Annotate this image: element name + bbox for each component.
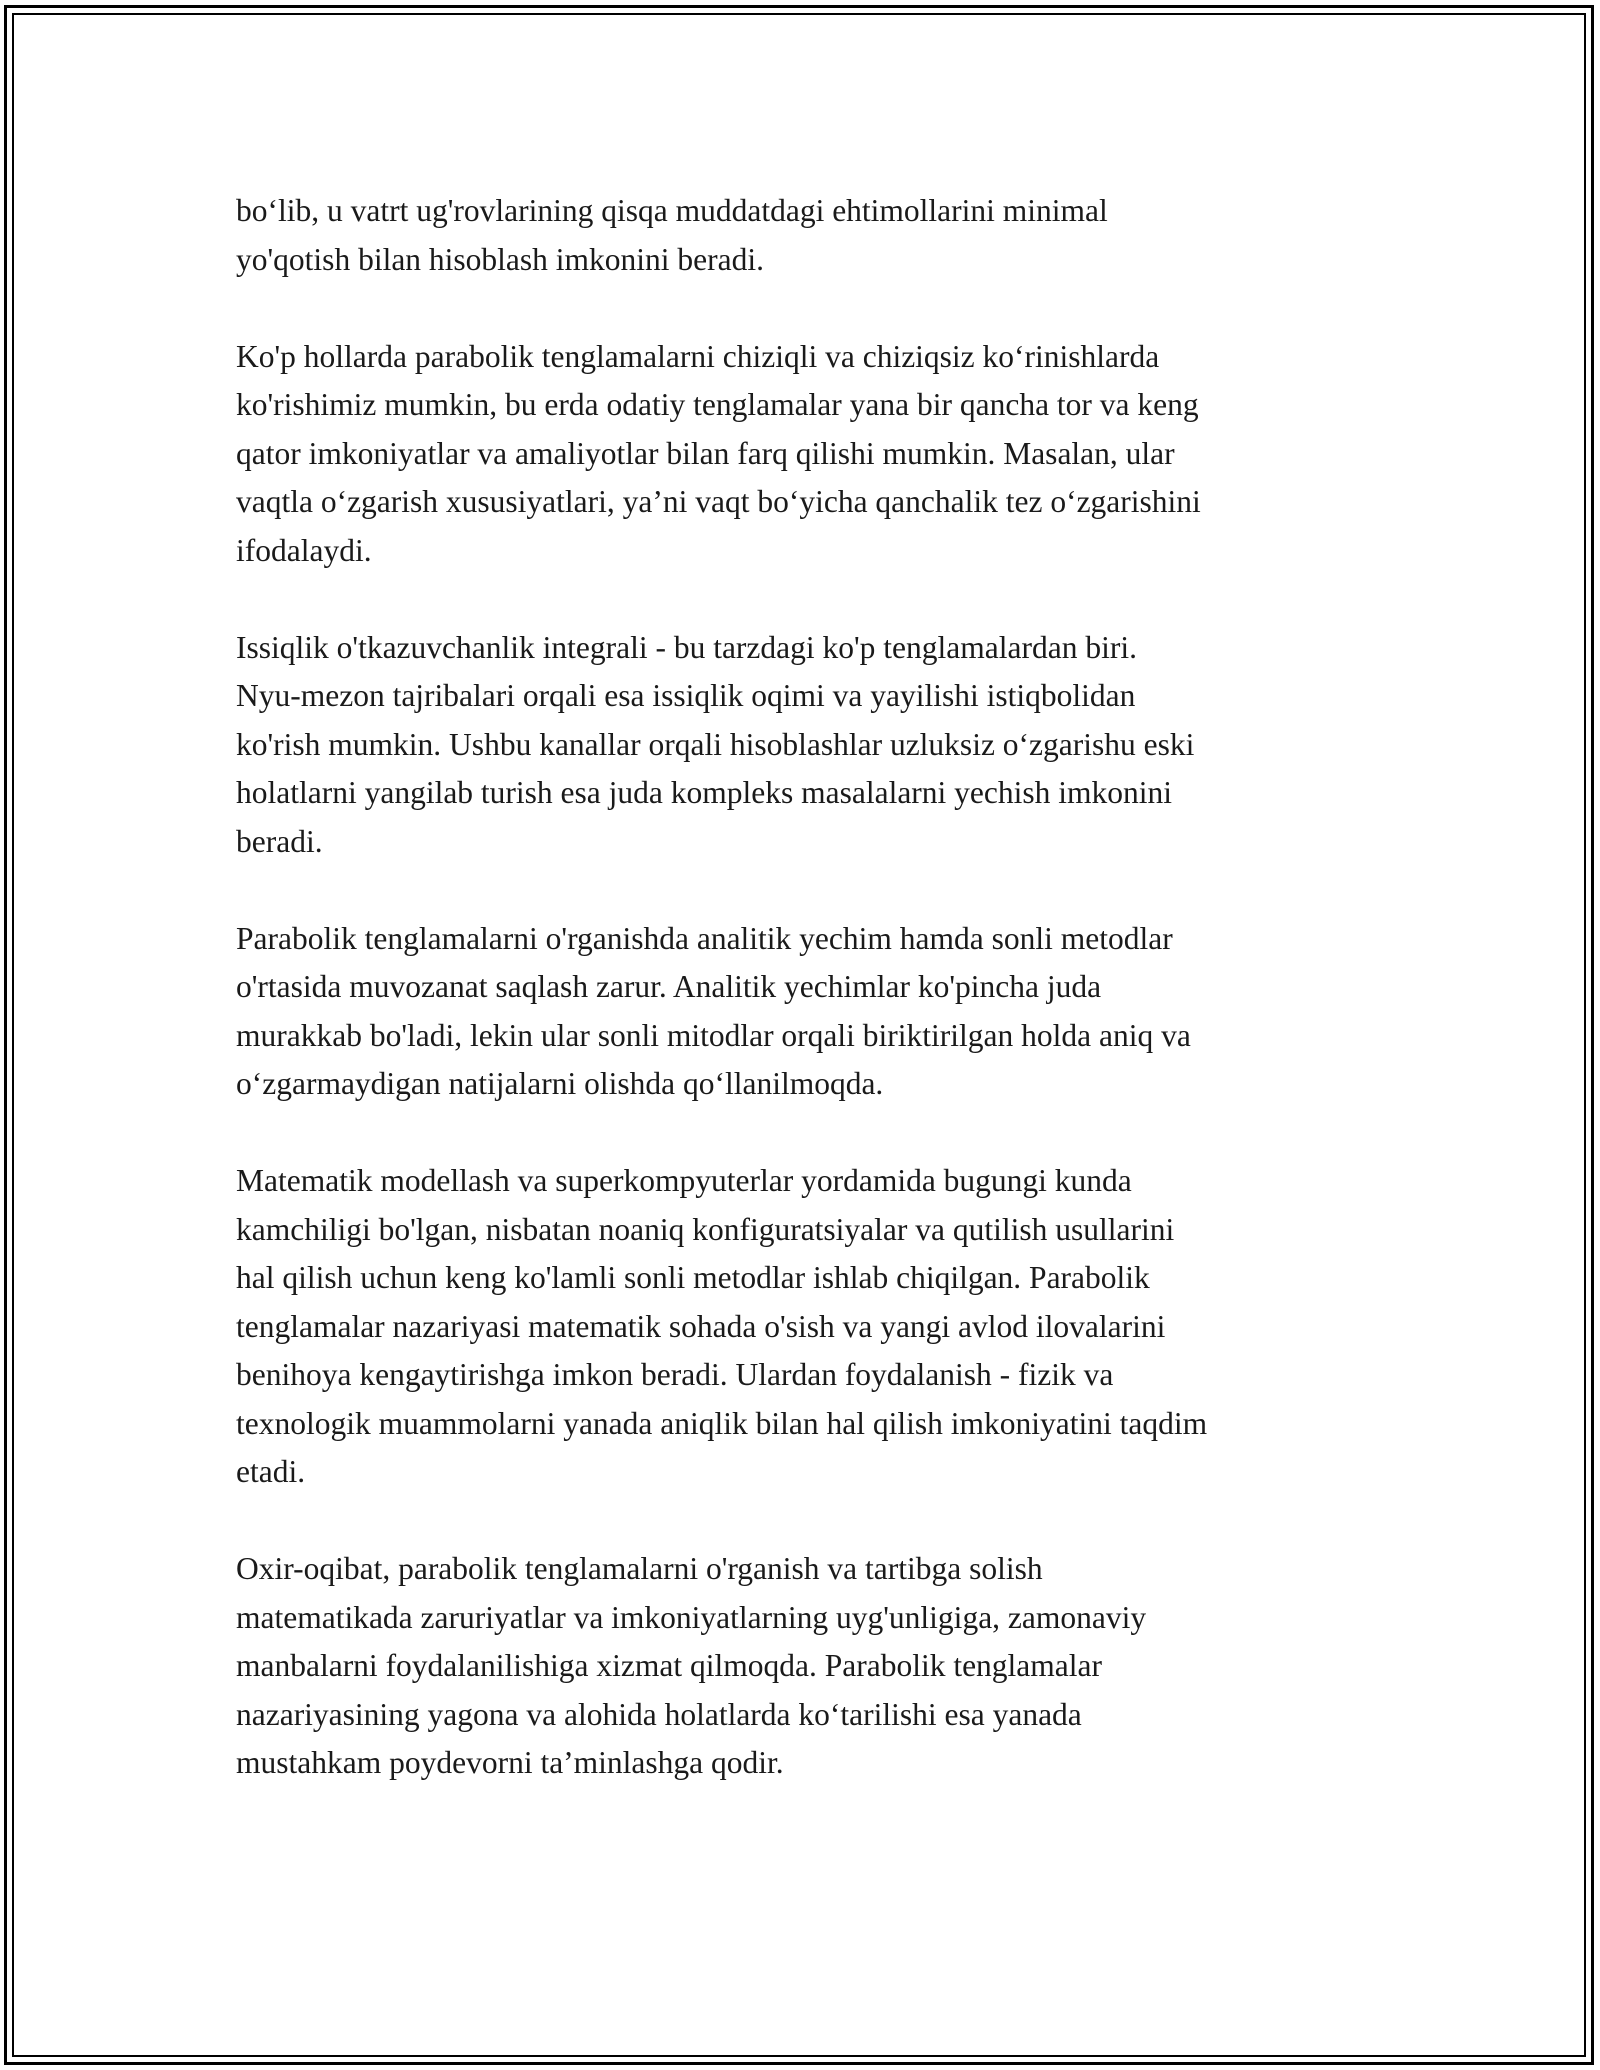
text-line: bo‘lib, u vatrt ug'rovlarining qisqa muddatdagi ehtimollarini minimal [236, 193, 1108, 228]
text-line: holatlarni yangilab turish esa juda kompleks masalalarni yechish imkonini [236, 775, 1173, 810]
paragraph-2 [236, 333, 1376, 576]
text-line: hal qilish uchun keng ko'lamli sonli metodlar ishlab chiqilgan. Parabolik [236, 1260, 1150, 1295]
text-line: ifodalaydi. [236, 532, 372, 568]
paragraph-3 [236, 624, 1376, 867]
text-line: murakkab bo'ladi, lekin ular sonli mitodlar orqali biriktirilgan holda aniq va [236, 1017, 1191, 1053]
text-line: benihoya kengaytirishga imkon beradi. Ulardan foydalanish - fizik va [236, 1357, 1114, 1392]
text-line: o‘zgarmaydigan natijalarni olishda qo‘llanilmoqda. [236, 1066, 884, 1101]
text-line: o'rtasida muvozanat saqlash zarur. Analitik yechimlar ko'pincha juda [236, 969, 1102, 1004]
document-body [236, 187, 1376, 1836]
text-line: Parabolik tenglamalarni o'rganishda analitik yechim hamda sonli metodlar [236, 920, 1173, 956]
text-line: qator imkoniyatlar va amaliyotlar bilan farq qilishi mumkin. Masalan, ular [236, 435, 1175, 471]
text-line: vaqtla o‘zgarish xususiyatlari, ya’ni vaqt bo‘yicha qanchalik tez o‘zgarishini [236, 484, 1201, 519]
paragraph-4 [236, 915, 1376, 1109]
text-line: tenglamalar nazariyasi matematik sohada o'sish va yangi avlod ilovalarini [236, 1308, 1166, 1344]
paragraph-6 [236, 1545, 1376, 1788]
text-line: manbalarni foydalanilishiga xizmat qilmoqda. Parabolik tenglamalar [236, 1648, 1102, 1683]
text-line: mustahkam poydevorni ta’minlashga qodir. [236, 1745, 784, 1780]
paragraph-5 [236, 1157, 1376, 1497]
text-line: matematikada zaruriyatlar va imkoniyatlarning uyg'unligiga, zamonaviy [236, 1599, 1147, 1635]
text-line: beradi. [236, 823, 323, 859]
text-line: Ko'p hollarda parabolik tenglamalarni chiziqli va chiziqsiz ko‘rinishlarda [236, 338, 1160, 374]
text-line: nazariyasining yagona va alohida holatlarda ko‘tarilishi esa yanada [236, 1696, 1082, 1732]
text-line: Nyu-mezon tajribalari orqali esa issiqlik oqimi va yayilishi istiqbolidan [236, 678, 1136, 713]
text-line: yo'qotish bilan hisoblash imkonini beradi. [236, 241, 765, 277]
text-line: ko'rishimiz mumkin, bu erda odatiy tenglamalar yana bir qancha tor va keng [236, 387, 1199, 422]
text-line: Issiqlik o'tkazuvchanlik integrali - bu tarzdagi ko'p tenglamalardan biri. [236, 629, 1137, 665]
text-line: Oxir-oqibat, parabolik tenglamalarni o'rganish va tartibga solish [236, 1551, 1043, 1586]
text-line: texnologik muammolarni yanada aniqlik bilan hal qilish imkoniyatini taqdim [236, 1405, 1208, 1441]
text-line: Matematik modellash va superkompyuterlar yordamida bugungi kunda [236, 1163, 1132, 1198]
text-line: etadi. [236, 1454, 306, 1489]
text-line: kamchiligi bo'lgan, nisbatan noaniq konfiguratsiyalar va qutilish usullarini [236, 1211, 1175, 1247]
text-line: ko'rish mumkin. Ushbu kanallar orqali hisoblashlar uzluksiz o‘zgarishu eski [236, 726, 1195, 762]
paragraph-1 [236, 187, 1376, 284]
